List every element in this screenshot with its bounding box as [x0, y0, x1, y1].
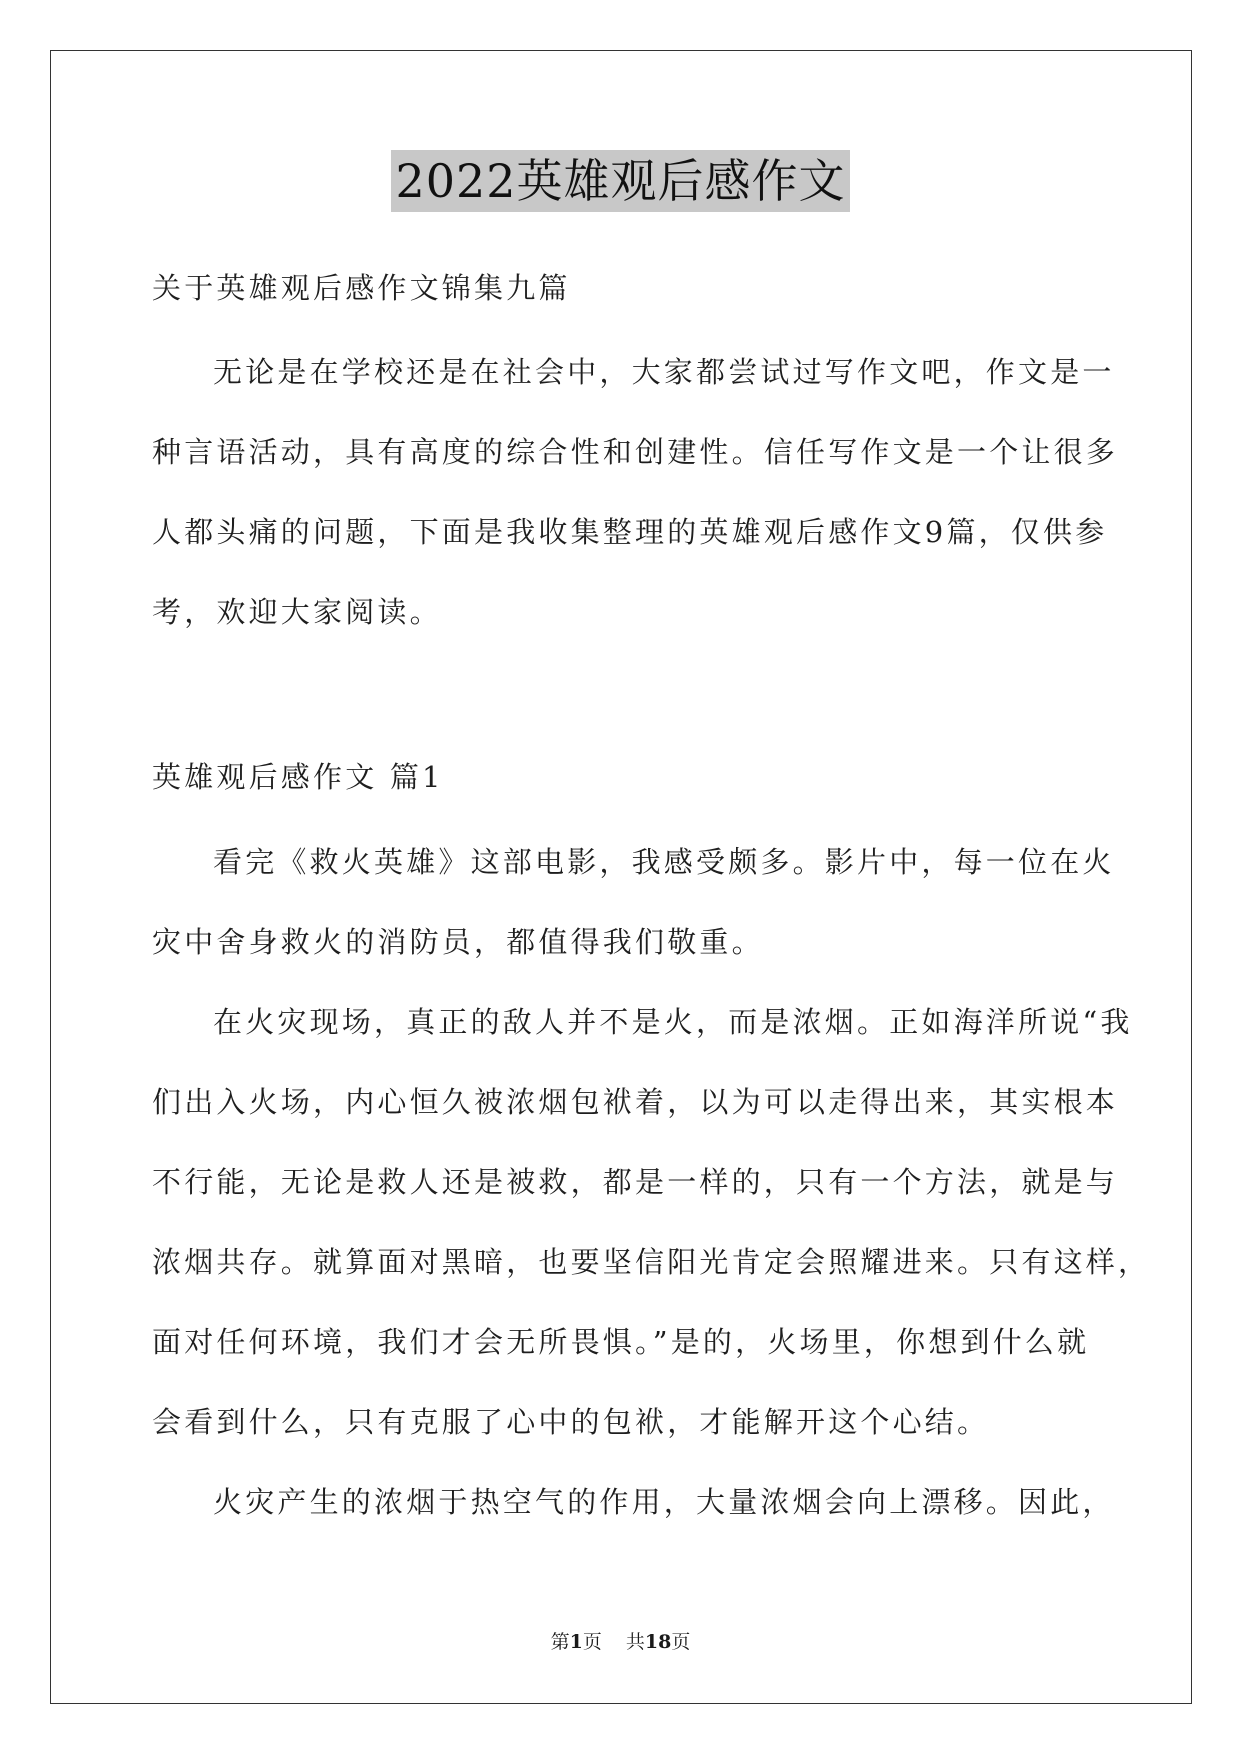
title-container	[0, 150, 1241, 212]
intro-line-4: 考，欢迎大家阅读。	[152, 595, 442, 629]
page-number: 1	[569, 1631, 583, 1653]
body-line-8: 会看到什么，只有克服了心中的包袱，才能解开这个心结。	[152, 1405, 990, 1439]
body-line-5: 不行能，无论是救人还是被救，都是一样的，只有一个方法，就是与	[152, 1165, 1119, 1199]
body-line-4: 们出入火场，内心恒久被浓烟包袱着，以为可以走得出来，其实根本	[152, 1085, 1119, 1119]
total-pages-prefix: 共	[625, 1631, 645, 1653]
document-subtitle: 关于英雄观后感作文锦集九篇	[152, 271, 571, 305]
body-line-7: 面对任何环境，我们才会无所畏惧。”是的，火场里，你想到什么就	[152, 1325, 1090, 1359]
total-pages-suffix: 页	[671, 1631, 691, 1653]
body-line-3: 在火灾现场，真正的敌人并不是火，而是浓烟。正如海洋所说“我	[213, 1005, 1133, 1039]
body-line-9: 火灾产生的浓烟于热空气的作用，大量浓烟会向上漂移。因此，	[213, 1485, 1115, 1519]
page-number-prefix: 第	[550, 1631, 570, 1653]
intro-line-1: 无论是在学校还是在社会中，大家都尝试过写作文吧，作文是一	[213, 355, 1115, 389]
document-title: 2022英雄观后感作文	[391, 150, 849, 212]
body-line-1: 看完《救火英雄》这部电影，我感受颇多。影片中，每一位在火	[213, 845, 1115, 879]
intro-line-2: 种言语活动，具有高度的综合性和创建性。信任写作文是一个让很多	[152, 435, 1119, 469]
page-footer	[0, 1627, 1241, 1654]
body-line-6: 浓烟共存。就算面对黑暗，也要坚信阳光肯定会照耀进来。只有这样，	[152, 1245, 1151, 1279]
intro-line-3: 人都头痛的问题，下面是我收集整理的英雄观后感作文9篇，仅供参	[152, 515, 1108, 549]
total-pages: 18	[644, 1631, 672, 1653]
body-line-2: 灾中舍身救火的消防员，都值得我们敬重。	[152, 925, 764, 959]
section-heading: 英雄观后感作文 篇1	[152, 760, 444, 794]
page-number-suffix: 页	[582, 1631, 602, 1653]
